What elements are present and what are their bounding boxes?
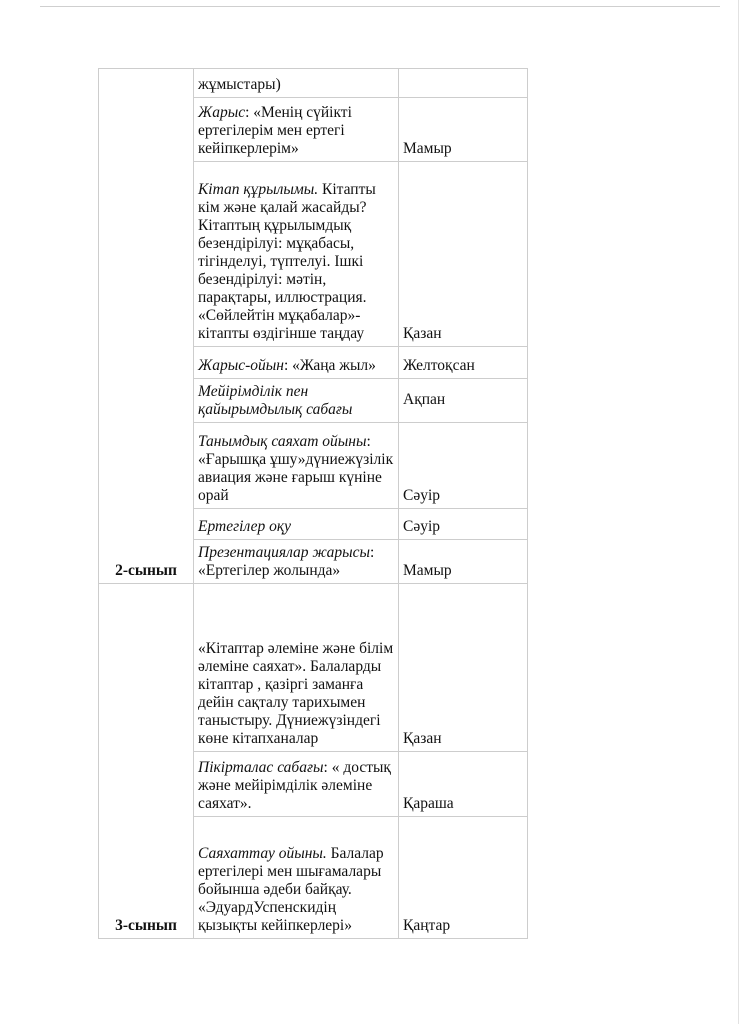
month-label: Қазан <box>403 325 442 342</box>
month-cell <box>399 423 528 509</box>
event-cell <box>194 162 399 347</box>
event-text: «Кітаптар әлеміне және білім әлеміне саяхат». Балаларды кітаптар , қазіргі заманға дейін сақталу тарихымен таныстыру. Дүниежүзіндегі көне кітапханалар <box>198 640 394 747</box>
event-cell <box>194 817 399 939</box>
event-text: жұмыстары) <box>198 76 281 93</box>
month-label: Сәуір <box>403 487 441 504</box>
event-title: Саяхаттау ойыны. <box>198 845 327 862</box>
event-text: : «Жаңа жыл» <box>283 357 376 374</box>
grade-label: 3-сынып <box>115 917 177 934</box>
event-cell <box>194 69 399 98</box>
month-label: Желтоқсан <box>403 357 475 374</box>
event-text: : «Ертегілер жолында» <box>198 544 375 579</box>
month-label: Сәуір <box>403 518 441 535</box>
month-label: Ақпан <box>403 391 446 408</box>
event-cell <box>194 584 399 752</box>
event-title: Ертегілер оқу <box>198 518 291 535</box>
month-cell <box>399 347 528 379</box>
event-text: : «Менің сүйікті ертегілерім мен ертегі кейіпкерлерім» <box>198 104 352 157</box>
grade-cell-2 <box>99 69 194 584</box>
month-label: Қаңтар <box>403 917 451 934</box>
event-title: Танымдық саяхат ойыны <box>198 433 367 450</box>
events-table <box>98 68 528 939</box>
event-text: Балалар ертегілері мен шығамалары бойынша әдеби байқау. «ЭдуардУспенскидің қызықты кейіпкерлері» <box>198 845 384 934</box>
event-title: Жарыс <box>198 104 246 121</box>
event-cell <box>194 379 399 423</box>
month-cell <box>399 817 528 939</box>
event-text: Кітапты кім және қалай жасайды? Кітаптың құрылымдық безендірілуі: мұқабасы, тігінделуі, түптелуі. Ішкі безендірілуі: мәтін, парақтары, иллюстрация. «Сөйлейтін мұқабалар»- кітапты өздігінше таңдау <box>198 181 376 342</box>
event-cell <box>194 98 399 162</box>
table-row <box>99 584 528 752</box>
month-cell <box>399 752 528 817</box>
month-cell <box>399 584 528 752</box>
grade-label: 2-сынып <box>115 562 177 579</box>
month-label: Қазан <box>403 730 442 747</box>
scan-right-edge <box>738 0 739 1024</box>
event-cell <box>194 423 399 509</box>
event-cell <box>194 540 399 584</box>
event-text: : «Ғарышқа ұшу»дүниежүзілік авиация және ғарыш күніне орай <box>198 433 394 504</box>
event-title: Презентациялар жарысы <box>198 544 370 561</box>
month-cell <box>399 509 528 540</box>
month-cell <box>399 162 528 347</box>
event-cell <box>194 509 399 540</box>
event-cell <box>194 752 399 817</box>
event-title: Кітап құрылымы. <box>198 181 319 198</box>
table-row <box>99 69 528 98</box>
event-title: Пікірталас сабағы <box>198 759 324 776</box>
month-label: Мамыр <box>403 140 452 157</box>
scan-top-edge <box>40 6 720 7</box>
month-label: Мамыр <box>403 562 452 579</box>
month-cell <box>399 98 528 162</box>
grade-cell-3 <box>99 584 194 939</box>
month-label: Қараша <box>403 795 454 812</box>
month-cell <box>399 540 528 584</box>
month-cell <box>399 379 528 423</box>
event-title: Мейірімділік пен қайырымдылық сабағы <box>198 383 353 418</box>
event-title: Жарыс-ойын <box>198 357 284 374</box>
event-text: : « достық және мейірімділік әлеміне саяхат». <box>198 759 391 812</box>
month-cell <box>399 69 528 98</box>
event-cell <box>194 347 399 379</box>
